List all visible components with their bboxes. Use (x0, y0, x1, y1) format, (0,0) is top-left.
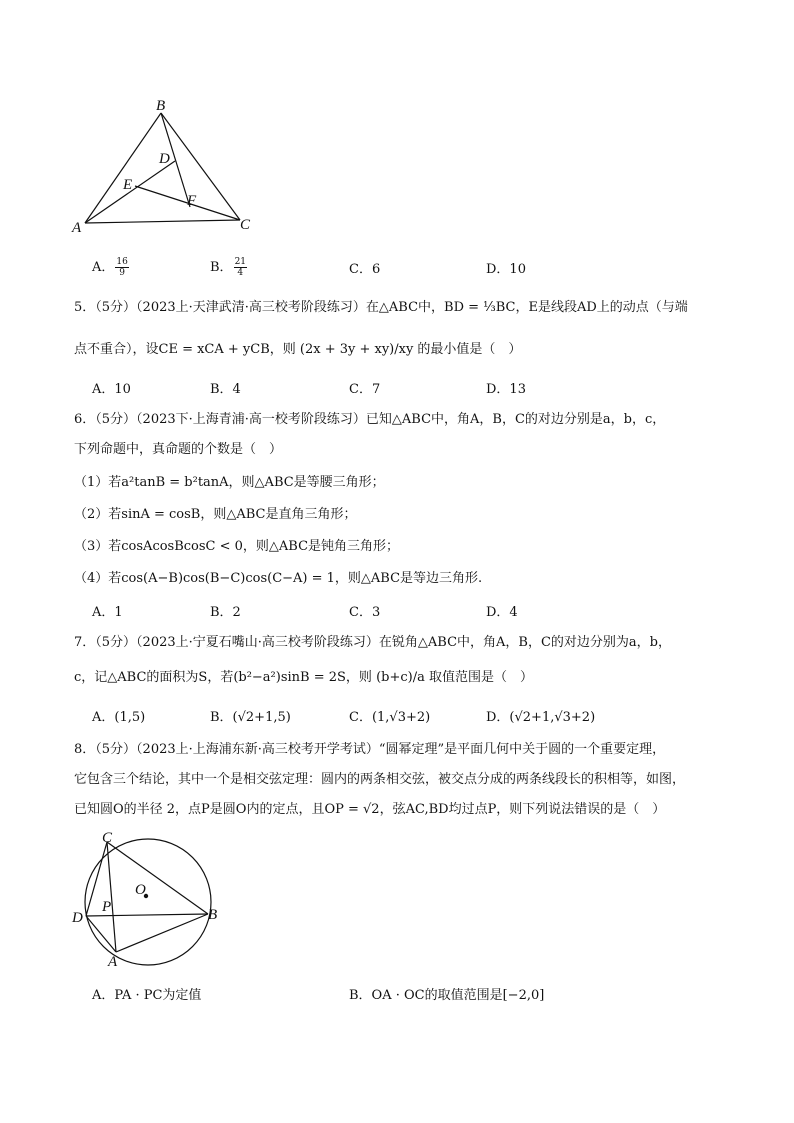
label-F: F (187, 193, 197, 209)
q6-option-a[interactable]: A．1 (92, 605, 123, 620)
q4-option-a[interactable]: A． $\frac{16}{9}$ (92, 257, 128, 278)
q8-line2: 它包含三个结论，其中一个是相交弦定理：圆内的两条相交弦，被交点分成的两条线段长的积相等，如图， (74, 772, 686, 787)
q6-option-c[interactable]: C．3 (349, 605, 381, 620)
q5-option-a[interactable]: A．10 (92, 382, 131, 397)
q6-line2: 下列命题中，真命题的个数是（ ） (74, 442, 283, 457)
q4-option-b[interactable]: B． $\frac{21}{4}$ (210, 257, 247, 278)
label-O: O (135, 882, 146, 898)
q7-line2: c，记△ABC的面积为S，若(b²−a²)sinB = 2S，则 (b+c)/a 取值范围是（ ） (74, 670, 533, 685)
q8-option-a[interactable]: A．PA · PC为定值 (92, 988, 202, 1003)
q5-option-d[interactable]: D．13 (486, 382, 526, 397)
label-A2: A (108, 954, 118, 970)
label-B2: B (208, 907, 218, 923)
q5-line1: 5．（5分）（2023上·天津武清·高三校考阶段练习）在△ABC中，BD = ⅓BC，E是线段AD上的动点（与端 (74, 300, 688, 315)
q7-line1: 7．（5分）（2023上·宁夏石嘴山·高三校考阶段练习）在锐角△ABC中，角A，B，C的对边分别为a，b， (74, 635, 671, 650)
q5-line2: 点不重合），设CE = xCA + yCB，则 (2x + 3y + xy)/xy 的最小值是（ ） (74, 342, 522, 357)
label-C2: C (102, 830, 113, 846)
q6-item2: （2）若sinA = cosB，则△ABC是直角三角形； (74, 507, 357, 522)
q6-item1: （1）若a²tanB = b²tanA，则△ABC是等腰三角形； (74, 475, 385, 490)
label-D2: D (72, 910, 83, 926)
q7-option-b[interactable]: B．(√2+1,5) (210, 710, 291, 725)
label-A: A (72, 220, 82, 236)
label-P: P (102, 899, 112, 915)
q6-option-d[interactable]: D．4 (486, 605, 518, 620)
q7-option-c[interactable]: C．(1,√3+2) (349, 710, 431, 725)
q7-option-d[interactable]: D．(√2+1,√3+2) (486, 710, 596, 725)
label-D: D (159, 151, 170, 167)
q8-option-b[interactable]: B．OA · OC的取值范围是[−2,0] (349, 988, 545, 1003)
q5-option-c[interactable]: C．7 (349, 382, 381, 397)
triangle-figure (70, 95, 260, 240)
q5-option-b[interactable]: B．4 (210, 382, 241, 397)
label-C: C (240, 217, 251, 233)
label-E: E (123, 177, 133, 193)
circle-figure (70, 830, 230, 970)
q8-line3: 已知圆O的半径 2，点P是圆O内的定点，且OP = √2，弦AC,BD均过点P，则下列说法错误的是（ ） (74, 802, 666, 817)
q4-option-c[interactable]: C．6 (349, 262, 381, 277)
q6-item4: （4）若cos(A−B)cos(B−C)cos(C−A) = 1，则△ABC是等边三角形. (74, 571, 483, 586)
q8-line1: 8．（5分）（2023上·上海浦东新·高三校考开学考试）“圆幂定理”是平面几何中关于圆的一个重要定理， (74, 742, 666, 757)
q6-item3: （3）若cosAcosBcosC < 0，则△ABC是钝角三角形； (74, 539, 400, 554)
label-B: B (156, 98, 166, 114)
q4-option-d[interactable]: D．10 (486, 262, 526, 277)
q6-option-b[interactable]: B．2 (210, 605, 241, 620)
q6-line1: 6．（5分）（2023下·上海青浦·高一校考阶段练习）已知△ABC中，角A，B，C的对边分别是a，b，c， (74, 412, 666, 427)
q7-option-a[interactable]: A．(1,5) (92, 710, 146, 725)
